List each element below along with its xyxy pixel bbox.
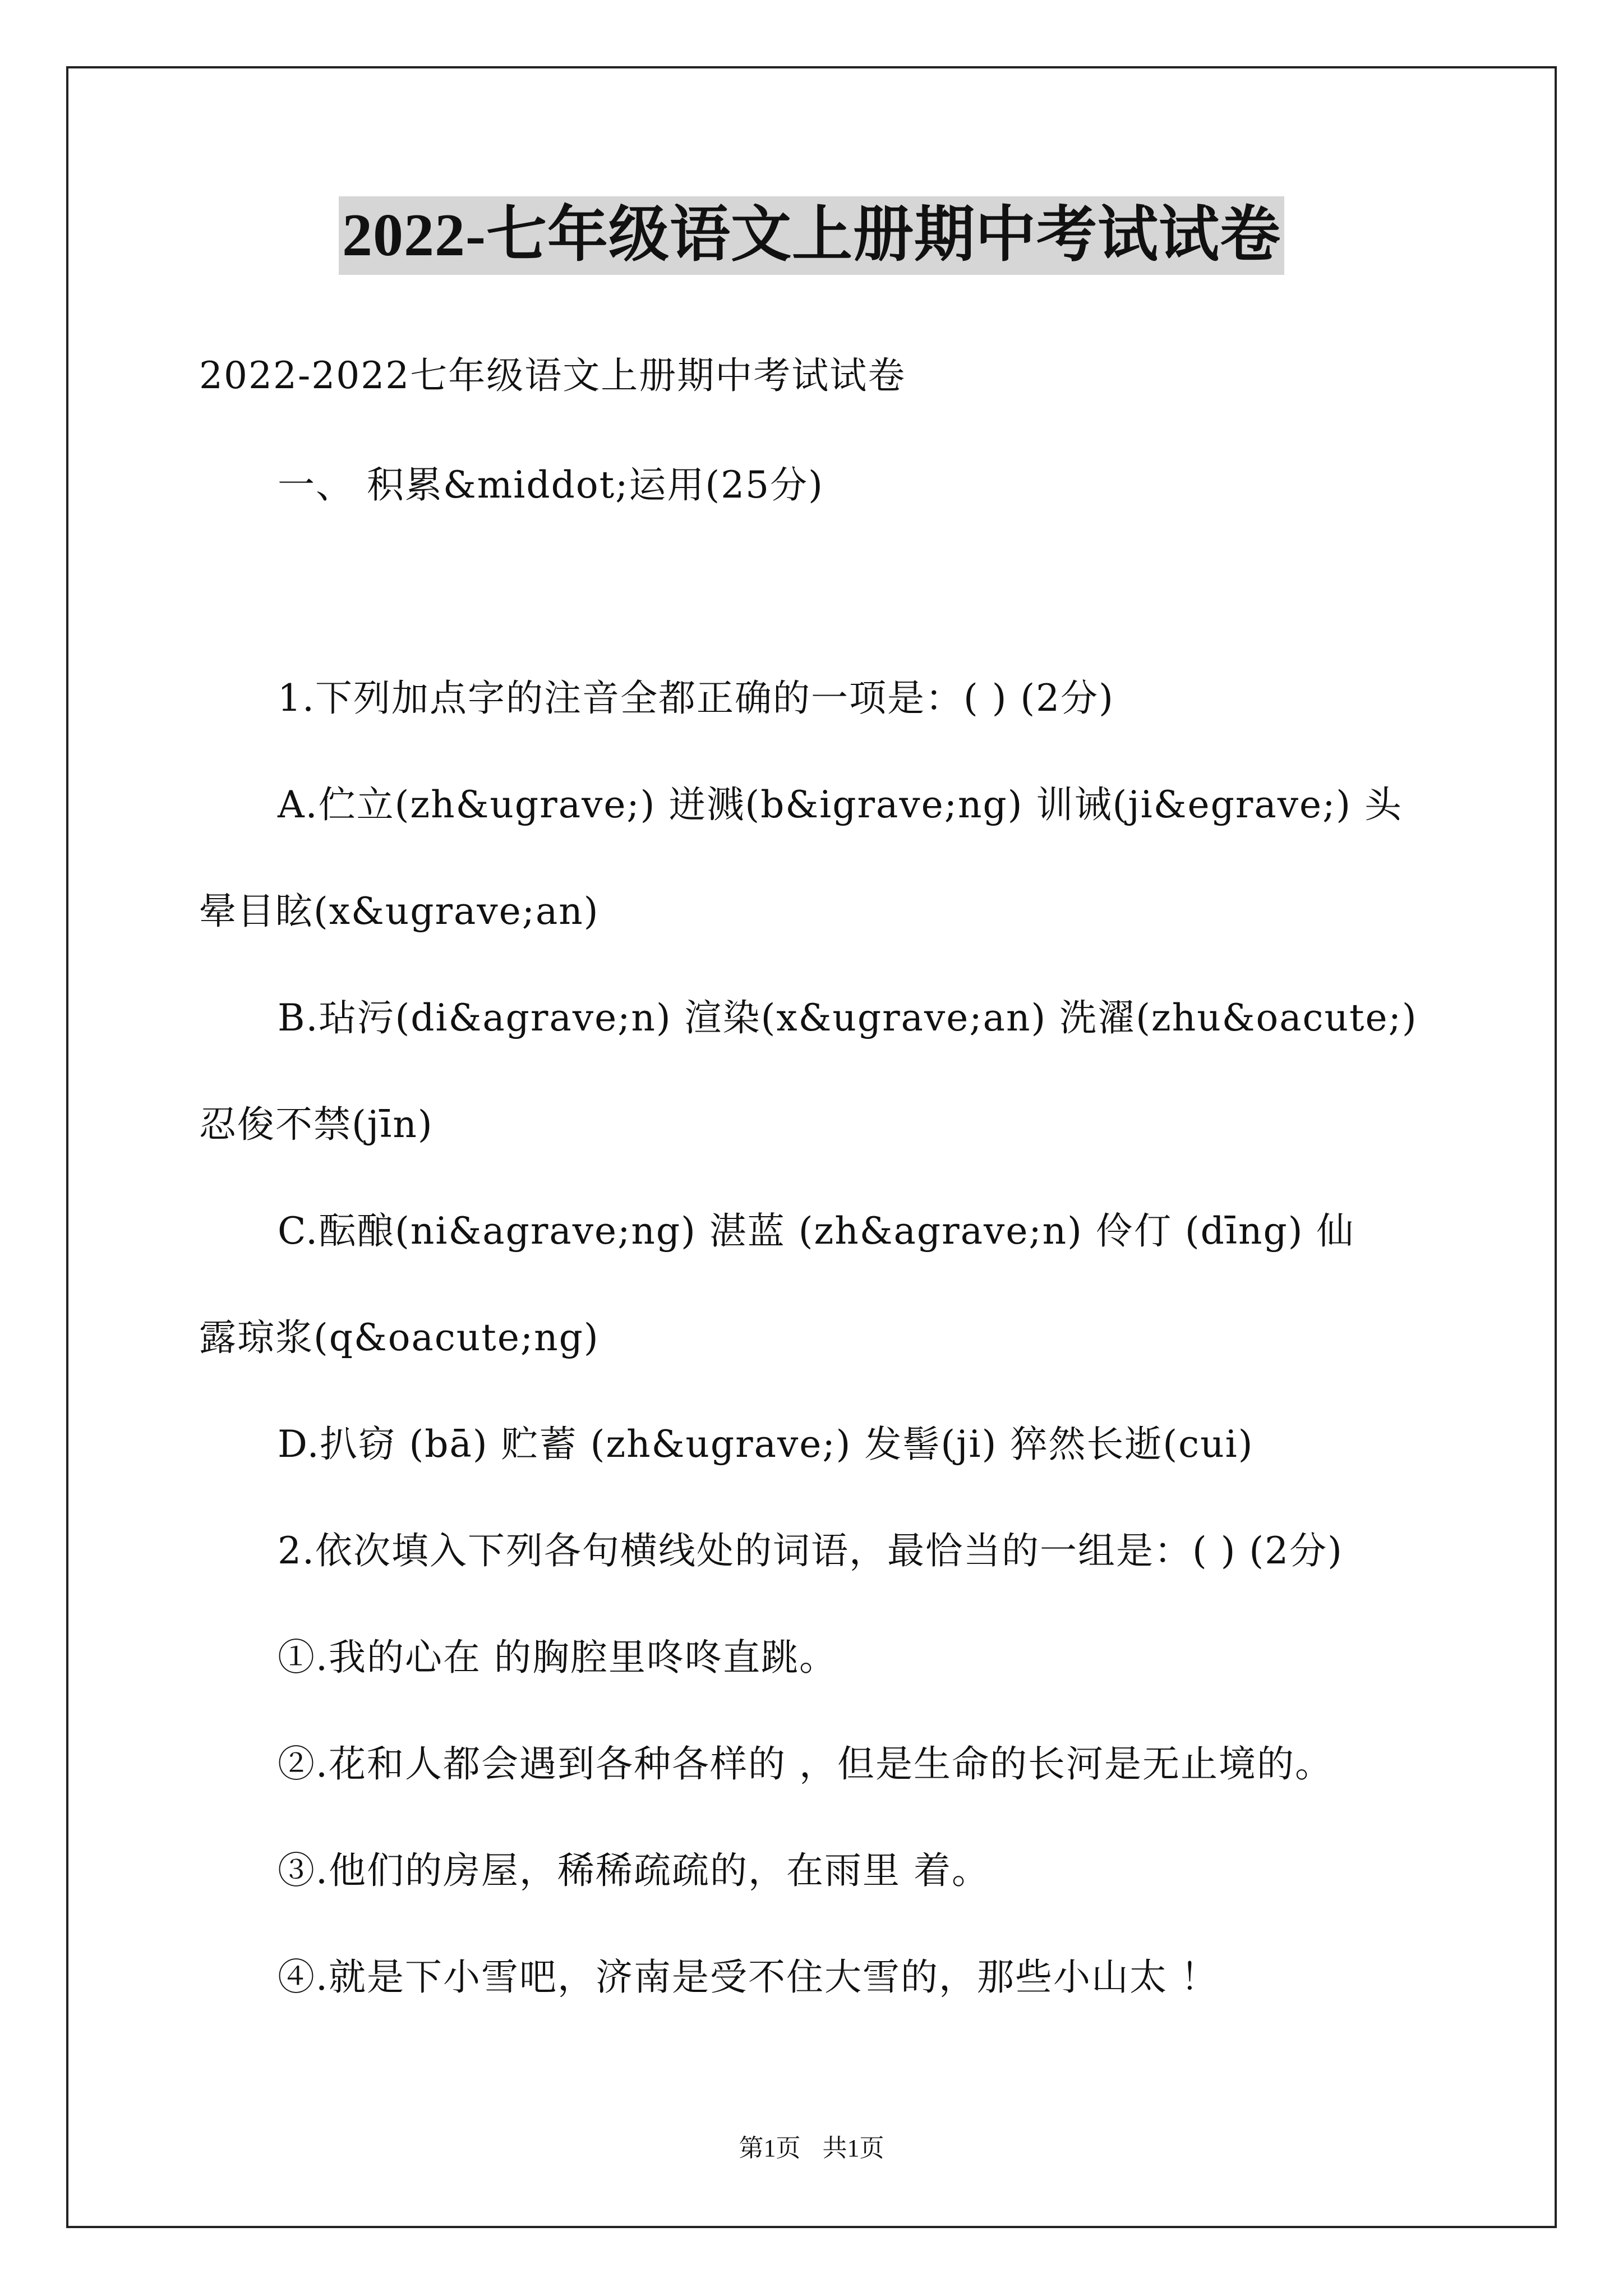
question-1-option-b-cont: 忍俊不禁(jīn): [199, 1103, 434, 1146]
question-2-stem: 2.依次填入下列各句横线处的词语，最恰当的一组是：( ) (2分): [278, 1529, 1343, 1572]
question-1-option-c-cont: 露琼浆(q&oacute;ng): [199, 1316, 600, 1359]
question-2-sentence-4: ④.就是下小雪吧，济南是受不住大雪的，那些小山太 ！: [278, 1955, 1219, 1999]
question-2-sentence-3: ③.他们的房屋，稀稀疏疏的，在雨里 着。: [278, 1849, 990, 1892]
question-2-sentence-1: ①.我的心在 的胸腔里咚咚直跳。: [278, 1636, 837, 1679]
question-2-sentence-2: ②.花和人都会遇到各种各样的 ，但是生命的长河是无止境的。: [278, 1742, 1333, 1786]
section-heading: 一、 积累&middot;运用(25分): [278, 463, 824, 507]
question-1-option-b: B.玷污(di&agrave;n) 渲染(x&ugrave;an) 洗濯(zhu&oacute;): [278, 996, 1418, 1039]
question-1-option-a: A.伫立(zh&ugrave;) 迸溅(b&igrave;ng) 训诫(ji&egrave;) 头: [278, 783, 1403, 826]
question-1-option-a-cont: 晕目眩(x&ugrave;an): [199, 890, 600, 933]
subtitle: 2022-2022七年级语文上册期中考试试卷: [199, 354, 906, 397]
question-1-option-d: D.扒窃 (bā) 贮蓄 (zh&ugrave;) 发髻(ji) 猝然长逝(cui): [278, 1423, 1254, 1466]
question-1-stem: 1.下列加点字的注音全都正确的一项是：( ) (2分): [278, 677, 1114, 720]
page-footer: [0, 2132, 1623, 2165]
page-total: 共1页: [822, 2134, 884, 2162]
title-container: [0, 196, 1623, 275]
page-number: 第1页: [739, 2134, 801, 2162]
question-1-option-c: C.酝酿(ni&agrave;ng) 湛蓝 (zh&agrave;n) 伶仃 (dīng) 仙: [278, 1209, 1355, 1253]
document-title: 2022-七年级语文上册期中考试试卷: [339, 196, 1284, 275]
